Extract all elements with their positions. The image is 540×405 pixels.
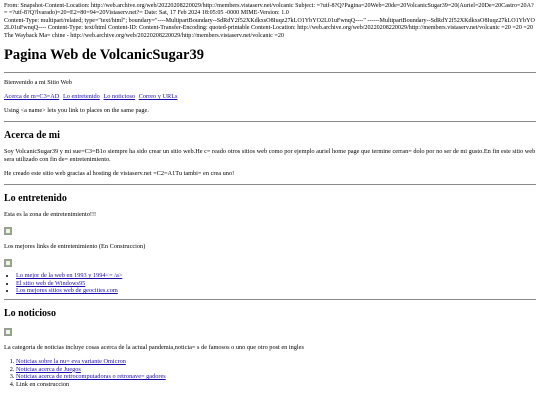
fun-link-geocities[interactable]: Los mejores sitios web de geocities.com [16,287,118,295]
list-item [16,287,536,295]
nav-link-noticioso[interactable]: Lo noticioso [103,93,136,101]
news-link-omicron[interactable]: Noticias sobre la nu= eva variante Omicron [16,358,126,366]
page-title: Pagina Web de VolcanicSugar39 [4,47,204,64]
divider [4,184,536,185]
divider [4,299,536,300]
fun-heading: Lo entretenido [4,192,67,204]
header-line-2: Content-Type: multipart/related; type="text/html"; boundary="----MultipartBoundary--SdRdY2f52XKdkxsO8Iuqz27kLO1YbYO2L01uFwnqQ----" ------MultipartBoundary--SdRdY2f52XKdkxsO8Iuqz27kLO1YbYO2L01uFwnqQ---- Content-Type: text/html Content-ID: Content-Transfer-Encoding: quoted-printable Content-Location: http://web.archive.org/web/20220208220029/http://members.vistaserv.net/volcanic =20 =20 =20 [4,17,535,32]
best-links-text: Los mejores links de entretenimiento (En Construccion) [4,243,146,251]
anchor-note: Using <a name> lets you link to places on the same page. [4,106,149,114]
news-link-juegos[interactable]: Noticias acerca de Juegos [16,365,81,373]
header-line-3: The Wayback Ma= chine - http://web.archive.org/web/20220208220029/http://members.vistaserv.net/volcanic =20 [4,32,284,39]
news-list [4,358,536,388]
about-paragraph-1: Soy VolcanicSugar39 y mi sue=C3=B1o siempre ha sido crear un sitio web.He c= reado otros sitios web como por ejemplo auriel home page que termine cerran= dolo por no ser de mi gusto.En fin este sitio web sera utilizado con fin de= entretenimiento. [4,148,536,164]
nav-link-correo[interactable]: Correo y URLs [138,93,178,101]
nav-link-acerca[interactable]: Acerca de m=C3=AD [4,93,60,101]
fun-link-windows95[interactable]: El sitio web de Windows95 [16,279,86,287]
list-item [16,280,536,288]
news-intro: La categoria de noticias incluye cosas acerca de la actual pandemia,noticia= s de famosos o uno que otro post en ingles [4,344,304,352]
news-heading: Lo noticioso [4,307,56,319]
fun-links-list [4,272,536,295]
divider [4,121,536,122]
list-item [16,366,536,374]
news-link-retro[interactable]: Noticias acerca de retrocomputadoras o retronave= gadores [16,373,166,381]
list-item [16,272,536,280]
header-line-1: From: Snapshot-Content-Location: http://web.archive.org/web/20220208220029/http://members.vistaserv.net/volcanic Subject: =?utf-8?Q?Pagina=20Web=20de=20VolcanicSugar39=20(Auriel=20De=20Castro=20A?= =?utf-8?Q?lvarado)=20=E2=80=94=20Vistaserv.net?= Date: Sat, 17 Feb 2024 18:05:05 -0000 MIME-Version: 1.0 [4,3,534,17]
fun-intro: Esta es la zona de entretenimiento!!! [4,211,97,219]
broken-image-icon [4,328,12,336]
list-item [16,358,536,366]
mime-header-dump [4,3,536,40]
divider [4,72,536,73]
nav-link-entretenido[interactable]: Lo entretenido [62,93,100,101]
fun-link-1993[interactable]: Lo mejor de la web en 1993 y 1994<= /a> [16,272,123,280]
about-paragraph-2: He creado este sitio web gracias al hosting de vistaserv.net =C2=A1Tu tambi= en crea uno! [4,169,235,177]
list-item [16,373,536,381]
list-item: 4. Link en construccion [16,381,536,389]
section-nav [4,93,536,101]
broken-image-icon [4,259,12,267]
welcome-text: Bienvenido a mi Sitio Web [4,79,72,87]
about-heading: Acerca de mi [4,129,60,141]
broken-image-icon [4,227,12,235]
